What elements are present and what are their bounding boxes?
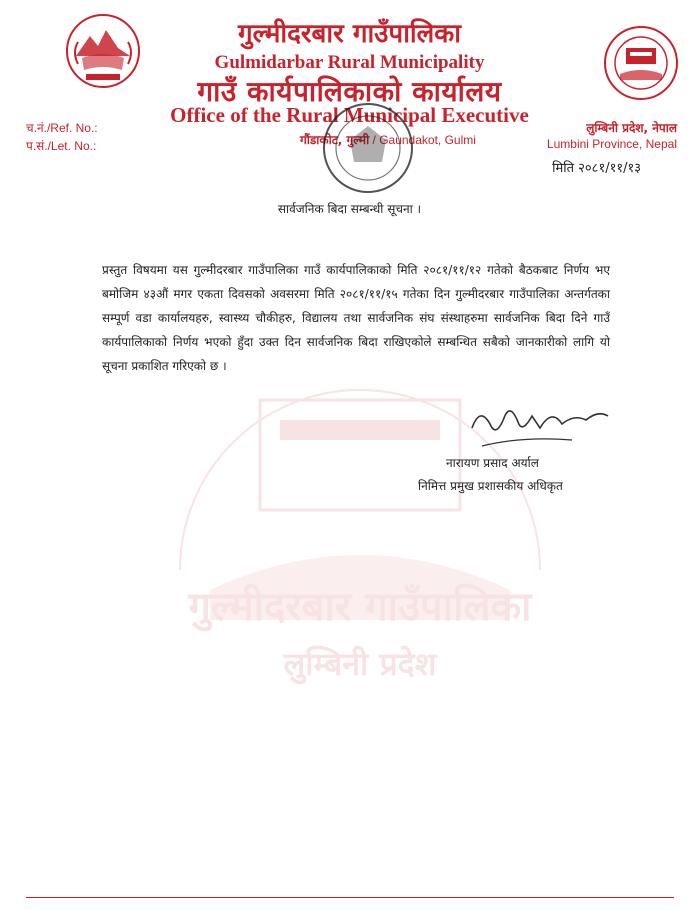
address-devanagari: गौंडाकोट, गुल्मी (300, 133, 370, 147)
municipality-name-devanagari: गुल्मीदरबार गाउँपालिका (237, 19, 462, 49)
signatory-name: नारायण प्रसाद अर्याल (446, 456, 539, 470)
ref-number-label: च.नं./Ref. No.: (26, 121, 98, 135)
municipality-name-english: Gulmidarbar Rural Municipality (214, 52, 485, 73)
footer-divider (26, 897, 674, 898)
letter-number-label: प.सं./Let. No.: (26, 139, 97, 153)
province-english: Lumbini Province, Nepal (546, 137, 677, 151)
office-name-english: Office of the Rural Municipal Executive (170, 103, 529, 127)
signatory-title: निमित्त प्रमुख प्रशासकीय अधिकृत (418, 479, 563, 493)
watermark-text-1: गुल्मीदरबार गाउँपालिका (188, 584, 532, 630)
address-english: Gaundakot, Gulmi (379, 133, 476, 147)
notice-subject: सार्वजनिक बिदा सम्बन्धी सूचना । (277, 202, 422, 216)
office-stamp-icon (320, 100, 416, 196)
watermark-text-2: लुम्बिनी प्रदेश (283, 645, 437, 683)
notice-body: प्रस्तुत विषयमा यस गुल्मीदरबार गाउँपालिका गाउँ कार्यपालिकाको मिति २०८१/११/१२ गतेको बैठकबाट निर्णय भए बमोजिम ४३औं मगर एकता दिवसको अवसरमा मिति २०८१/११/१५ गतेका दिन गुल्मीदरबार गाउँपालिका अन्तर्गतका सम्पूर्ण वडा कार्यालयहरु, स्वास्थ्य चौकीहरु, विद्यालय तथा सार्वजनिक संघ संस्थाहरुमा सार्वजनिक बिदा दिने गाउँ कार्यपालिकाको निर्णय भएको हुँदा उक्त दिन सार्वजनिक बिदा राखिएकोले सम्बन्धित सबैको जानकारीको लागि यो सूचना प्रकाशित गरिएको छ । (102, 263, 610, 373)
letter-date: मिति २०८१/११/१३ (552, 161, 641, 176)
handwritten-signature (462, 388, 612, 458)
address: गौंडाकोट, गुल्मी / Gaundakot, Gulmi (300, 133, 476, 147)
province-devanagari: लुम्बिनी प्रदेश, नेपाल (586, 121, 677, 135)
office-name-devanagari: गाउँ कार्यपालिकाको कार्यालय (197, 75, 502, 108)
